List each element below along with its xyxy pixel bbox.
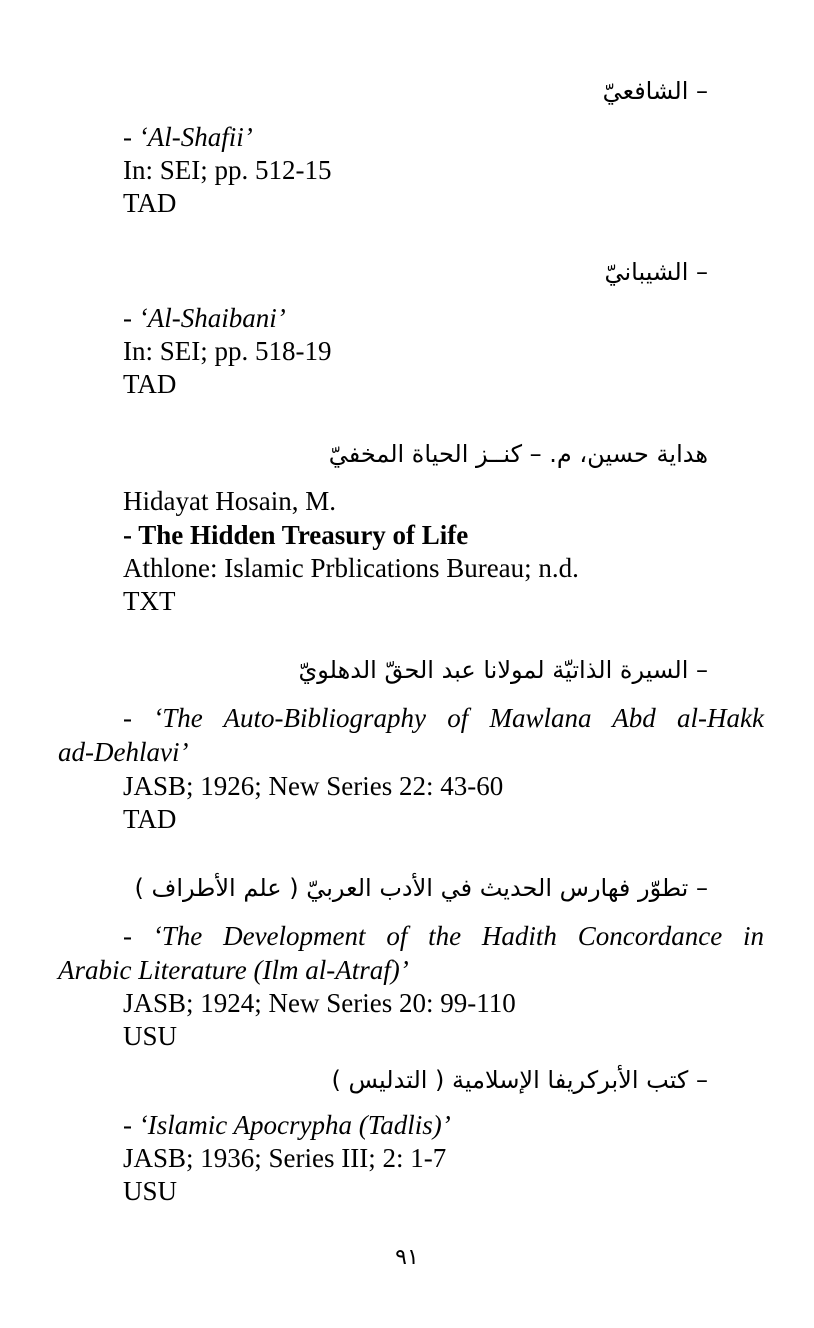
- entry-arabic-title: – كتب الأبركريفا الإسلامية ( التدليس ): [331, 1066, 708, 1094]
- entry-source: In: SEI; pp. 512-15: [123, 155, 332, 185]
- entry-title: - The Hidden Treasury of Life: [123, 520, 469, 550]
- entry-title: - ‘Islamic Apocrypha (Tadlis)’: [123, 1110, 451, 1140]
- entry-arabic-title: – تطوّر فهارس الحديث في الأدب العربيّ ( علم الأطراف ): [134, 874, 708, 902]
- entry-arabic-title: – السيرة الذاتيّة لمولانا عبد الحقّ الدهلويّ: [298, 656, 708, 684]
- entry-source: JASB; 1924; New Series 20: 99-110: [123, 988, 516, 1018]
- entry-location-code: USU: [123, 1176, 178, 1206]
- entry-title: - ‘Al-Shafii’: [123, 122, 253, 152]
- entry-author: Hidayat Hosain, M.: [123, 486, 336, 516]
- entry-title: - ‘The Auto-Bibliography of Mawlana Abd al-Hakk: [123, 703, 764, 733]
- entry-title: - ‘Al-Shaibani’: [123, 303, 286, 333]
- entry-location-code: TXT: [123, 586, 176, 616]
- entry-title: - ‘The Development of the Hadith Concordance in: [123, 921, 764, 951]
- entry-location-code: USU: [123, 1021, 178, 1051]
- page-number: ٩١: [395, 1245, 419, 1270]
- entry-arabic-title: هداية حسين، م. – كنــز الحياة المخفيّ: [328, 440, 708, 468]
- entry-source: JASB; 1936; Series III; 2: 1-7: [123, 1143, 447, 1173]
- entry-arabic-title: – الشافعيّ: [602, 77, 708, 105]
- entry-source: Athlone: Islamic Prblications Bureau; n.d.: [123, 553, 579, 583]
- entry-title-continued: ad-Dehlavi’: [58, 737, 189, 767]
- entry-arabic-title: – الشيبانيّ: [604, 258, 708, 286]
- entry-title-continued: Arabic Literature (Ilm al-Atraf)’: [58, 955, 409, 985]
- entry-location-code: TAD: [123, 188, 177, 218]
- entry-source: In: SEI; pp. 518-19: [123, 336, 332, 366]
- entry-source: JASB; 1926; New Series 22: 43-60: [123, 771, 504, 801]
- entry-location-code: TAD: [123, 369, 177, 399]
- entry-location-code: TAD: [123, 804, 177, 834]
